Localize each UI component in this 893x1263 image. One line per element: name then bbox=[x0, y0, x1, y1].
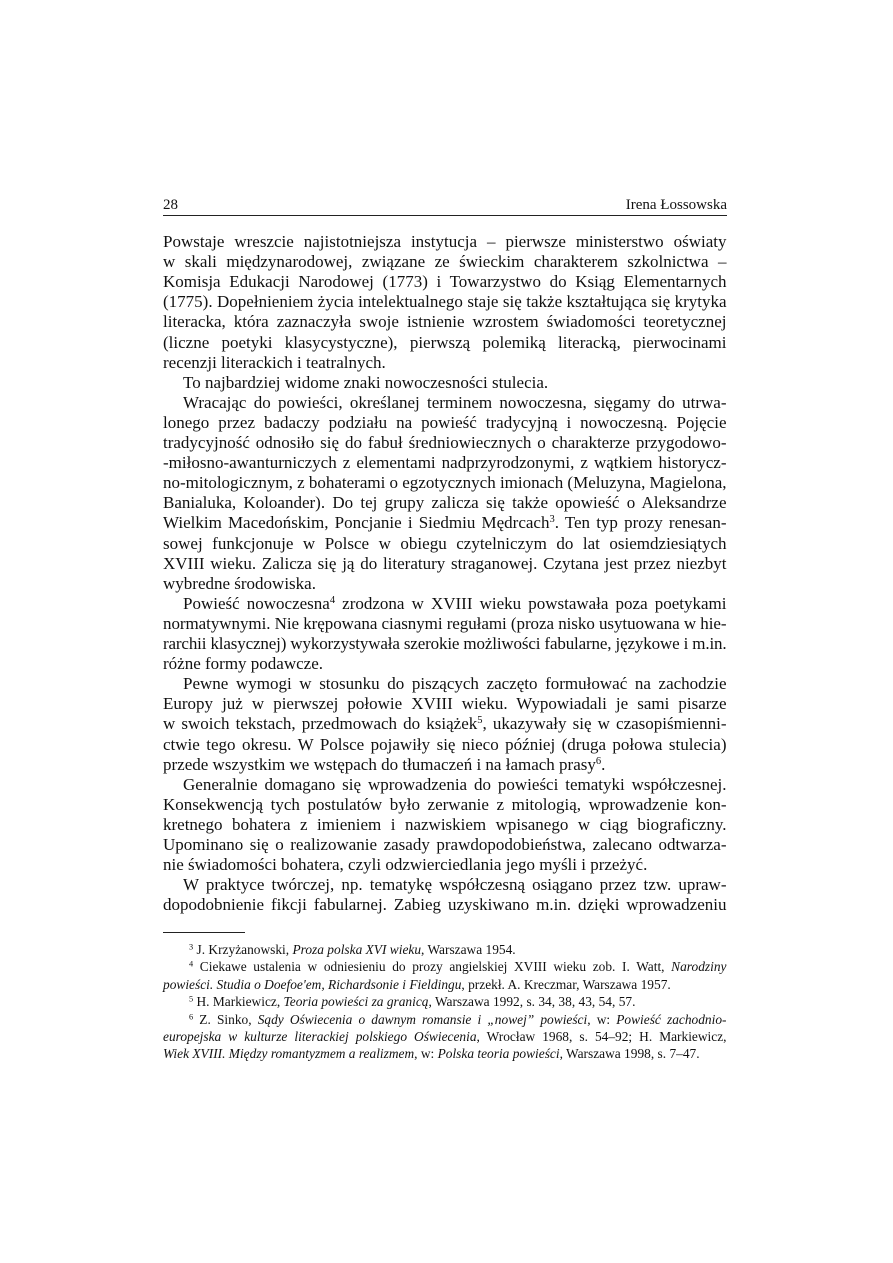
line-text bbox=[183, 393, 727, 413]
line-text bbox=[163, 473, 727, 493]
header-rule bbox=[163, 215, 727, 216]
text-run: (1775). Dopełnieniem życia intelektualnego staje się także kształtująca się krytyka bbox=[163, 292, 727, 312]
body-line bbox=[163, 694, 727, 714]
line-text bbox=[163, 755, 605, 775]
footnote-number: 4 bbox=[189, 959, 194, 969]
text-run: , ukazywały się w czasopiśmienni- bbox=[482, 714, 727, 734]
footnote-reference: 4 bbox=[329, 595, 336, 606]
italic-title: Polska teoria powieści bbox=[437, 1046, 560, 1062]
footnote-line bbox=[163, 1045, 727, 1062]
line-text bbox=[163, 513, 727, 533]
body-line bbox=[163, 674, 727, 694]
text-run: dopodobnienie fikcji fabularnej. Zabieg uzyskiwano m.in. dzięki wprowadzeniu bbox=[163, 895, 727, 915]
body-line bbox=[163, 835, 727, 855]
text-run: literacka, która zaznaczyła swoje istnienie wzrostem świadomości teoretycznej bbox=[163, 312, 727, 332]
line-text bbox=[163, 795, 727, 815]
italic-title: Teoria powieści za granicą bbox=[283, 994, 429, 1010]
text-run: Komisja Edukacji Narodowej (1773) i Towarzystwo do Ksiąg Elementarnych bbox=[163, 272, 727, 292]
line-text bbox=[163, 312, 727, 332]
text-run: Generalnie domagano się wprowadzenia do powieści tematyki współczesnej. bbox=[183, 774, 727, 794]
body-line bbox=[163, 232, 727, 252]
text-run: ctwie tego okresu. W Polsce pojawiły się nieco później (druga połowa stulecia) bbox=[163, 734, 727, 754]
line-text bbox=[163, 976, 671, 993]
body-line bbox=[163, 493, 727, 513]
footnote-reference: 6 bbox=[595, 755, 602, 767]
line-text bbox=[189, 941, 516, 958]
text-run: , Warszawa 1998, s. 7–47. bbox=[559, 1046, 700, 1062]
line-text bbox=[163, 735, 727, 755]
text-run: Ciekawe ustalenia w odniesieniu do prozy angielskiej XVIII wieku zob. I. Watt, bbox=[199, 959, 672, 975]
body-line bbox=[163, 775, 727, 795]
text-run: sowej funkcjonuje w Polsce w obiegu czytelniczym do lat osiemdziesiątych bbox=[163, 533, 727, 553]
italic-title: Narodziny bbox=[671, 959, 727, 975]
running-header-author: Irena Łossowska bbox=[625, 197, 727, 213]
footnote-reference: 5 bbox=[477, 715, 483, 727]
body-line bbox=[163, 755, 727, 775]
body-line bbox=[163, 393, 727, 413]
text-run: nie świadomości bohatera, czyli odzwierciedlania jego myśli i przeżyć. bbox=[163, 855, 648, 875]
body-line bbox=[163, 554, 727, 574]
footnote-number: 6 bbox=[189, 1012, 194, 1022]
text-run: w swoich tekstach, przedmowach do książek bbox=[163, 714, 478, 734]
text-run: Europy już w pierwszej połowie XVIII wieku. Wypowiadali je sami pisarze bbox=[163, 694, 727, 714]
text-run: Upominano się o realizowanie zasady prawdopodobieństwa, zalecano odtwarza- bbox=[163, 835, 727, 854]
body-line bbox=[163, 714, 727, 734]
line-text bbox=[163, 232, 727, 252]
text-run: Powieść nowoczesna bbox=[183, 593, 330, 613]
body-line bbox=[163, 895, 727, 915]
text-run: Konsekwencją tych postulatów było zerwanie z mitologią, wprowadzenie kon- bbox=[163, 794, 727, 814]
line-text bbox=[163, 333, 727, 353]
body-line bbox=[163, 534, 727, 554]
italic-title: Wiek XVIII. Między romantyzmem a realizmem bbox=[163, 1046, 415, 1062]
italic-title: powieści. Studia o Doefoe'em, Richardsonie i Fieldingu bbox=[163, 976, 462, 992]
body-line bbox=[163, 333, 727, 353]
text-run: normatywnymi. Nie krępowana ciasnymi regułami (proza nisko usytuowana w hie- bbox=[163, 613, 727, 633]
body-line bbox=[163, 574, 727, 594]
text-run: różne formy podawcze. bbox=[163, 654, 324, 674]
text-run: Wracając do powieści, określanej terminem nowoczesna, sięgamy do utrwa- bbox=[183, 392, 727, 412]
text-run: kretnego bohatera z imieniem i nazwiskiem wpisanego w ciąg biograficzny. bbox=[163, 814, 727, 834]
line-text bbox=[163, 634, 727, 654]
text-run: W praktyce twórczej, np. tematykę współczesną osiągano przez tzw. upraw- bbox=[183, 875, 727, 895]
text-run: , w: bbox=[414, 1046, 438, 1062]
body-line bbox=[163, 594, 727, 614]
text-run: wybredne środowiska. bbox=[163, 573, 316, 593]
footnote-line bbox=[163, 1028, 727, 1045]
body-line bbox=[163, 292, 727, 312]
body-line bbox=[163, 654, 727, 674]
body-line bbox=[163, 473, 727, 493]
body-line bbox=[163, 353, 727, 373]
text-run: Powstaje wreszcie najistotniejsza instytucja – pierwsze ministerstwo oświaty bbox=[163, 232, 727, 251]
text-run: XVIII wieku. Zalicza się ją do literatury straganowej. Czytana jest przez niezbyt bbox=[163, 553, 727, 573]
body-line bbox=[163, 855, 727, 875]
line-text bbox=[163, 413, 727, 433]
footnote-line bbox=[163, 941, 727, 958]
line-text bbox=[163, 252, 727, 272]
body-line bbox=[163, 272, 727, 292]
line-text bbox=[163, 574, 316, 594]
line-text bbox=[163, 815, 727, 835]
text-run: , w: bbox=[587, 1011, 617, 1027]
footnote-number: 5 bbox=[189, 994, 194, 1004]
line-text bbox=[163, 554, 727, 574]
text-run: Pewne wymogi w stosunku do piszących zaczęto formułować na zachodzie bbox=[183, 674, 727, 694]
body-line bbox=[163, 614, 727, 634]
footnote-line bbox=[163, 958, 727, 975]
footnote-line bbox=[163, 993, 727, 1010]
text-run: , Warszawa 1992, s. 34, 38, 43, 54, 57. bbox=[428, 994, 636, 1010]
text-run: . Ten typ prozy renesan- bbox=[554, 513, 727, 533]
line-text bbox=[163, 433, 727, 453]
text-run: tradycyjność odnosiło się do fabuł średniowiecznych o charakterze przygodowo- bbox=[163, 433, 727, 452]
running-header bbox=[163, 196, 727, 214]
body-line bbox=[163, 795, 727, 815]
footnote-separator bbox=[163, 932, 245, 933]
text-run: Z. Sinko, bbox=[199, 1011, 258, 1027]
line-text bbox=[163, 694, 727, 714]
line-text bbox=[163, 534, 727, 554]
text-run: , Warszawa 1954. bbox=[421, 942, 516, 957]
line-text bbox=[163, 493, 727, 513]
text-run: przede wszystkim we wstępach do tłumaczeń i na łamach prasy bbox=[163, 754, 596, 774]
body-line bbox=[163, 453, 727, 473]
text-run: H. Markiewicz, bbox=[196, 994, 284, 1010]
line-text bbox=[183, 875, 727, 895]
text-run: -miłosno-awanturniczych z elementami nadprzyrodzonymi, z wątkiem historycz- bbox=[163, 453, 727, 473]
body-line bbox=[163, 634, 727, 654]
line-text bbox=[183, 775, 727, 795]
line-text bbox=[163, 1045, 700, 1062]
text-run: no-mitologicznym, z bohaterami o egzotycznych imionach (Meluzyna, Magielona, bbox=[163, 473, 727, 493]
body-line bbox=[163, 735, 727, 755]
text-run: J. Krzyżanowski, bbox=[196, 942, 293, 957]
body-line bbox=[163, 373, 727, 393]
line-text bbox=[163, 614, 727, 634]
text-run: lonego przez badaczy podziału na powieść tradycyjną i nowoczesną. Pojęcie bbox=[163, 412, 727, 432]
line-text bbox=[183, 373, 548, 393]
line-text bbox=[163, 292, 727, 312]
line-text bbox=[163, 835, 727, 855]
text-run: , przekł. A. Kreczmar, Warszawa 1957. bbox=[461, 976, 671, 992]
line-text bbox=[163, 855, 647, 875]
footnote-number: 3 bbox=[189, 942, 194, 952]
page-number: 28 bbox=[163, 197, 178, 213]
footnote-line bbox=[163, 1011, 727, 1028]
text-run: To najbardziej widome znaki nowoczesności stulecia. bbox=[183, 372, 549, 392]
text-run: (liczne poetyki klasycystyczne), pierwszą polemiką literacką, pierwocinami bbox=[163, 332, 727, 352]
text-run: , Wrocław 1968, s. 54–92; H. Markiewicz, bbox=[476, 1029, 727, 1044]
body-line bbox=[163, 815, 727, 835]
italic-title: europejska w kulturze literackiej polskiego Oświecenia bbox=[163, 1029, 477, 1044]
body-line bbox=[163, 513, 727, 533]
line-text bbox=[189, 1011, 727, 1028]
line-text bbox=[189, 958, 726, 975]
text-run: w skali międzynarodowej, związane ze świeckim charakterem szkolnictwa – bbox=[163, 252, 727, 272]
body-line bbox=[163, 252, 727, 272]
body-line bbox=[163, 312, 727, 332]
text-run: Banialuka, Koloander). Do tej grupy zalicza się także opowieść o Aleksandrze bbox=[163, 493, 727, 513]
line-text bbox=[163, 453, 727, 473]
italic-title: Proza polska XVI wieku bbox=[292, 942, 422, 957]
body-line bbox=[163, 875, 727, 895]
line-text bbox=[163, 353, 386, 373]
italic-title: Powieść zachodnio- bbox=[616, 1011, 727, 1027]
line-text bbox=[163, 654, 323, 674]
text-run: rarchii klasycznej) wykorzystywała szerokie możliwości fabularne, językowe i m.in. bbox=[163, 634, 727, 653]
text-run: zrodzona w XVIII wieku powstawała poza poetykami bbox=[335, 593, 727, 613]
text-run: . bbox=[601, 754, 606, 774]
line-text bbox=[189, 993, 635, 1010]
footnote-reference: 3 bbox=[549, 514, 555, 526]
text-run: recenzji literackich i teatralnych. bbox=[163, 352, 386, 372]
line-text bbox=[163, 272, 727, 292]
footnote-line bbox=[163, 976, 727, 993]
line-text bbox=[163, 714, 727, 734]
line-text bbox=[183, 594, 726, 614]
body-line bbox=[163, 433, 727, 453]
line-text bbox=[163, 1028, 727, 1045]
line-text bbox=[183, 674, 727, 694]
italic-title: Sądy Oświecenia o dawnym romansie i „nowej” powieści bbox=[257, 1011, 588, 1027]
text-run: Wielkim Macedońskim, Poncjanie i Siedmiu Mędrcach bbox=[163, 513, 550, 533]
body-line bbox=[163, 413, 727, 433]
line-text bbox=[163, 895, 727, 915]
